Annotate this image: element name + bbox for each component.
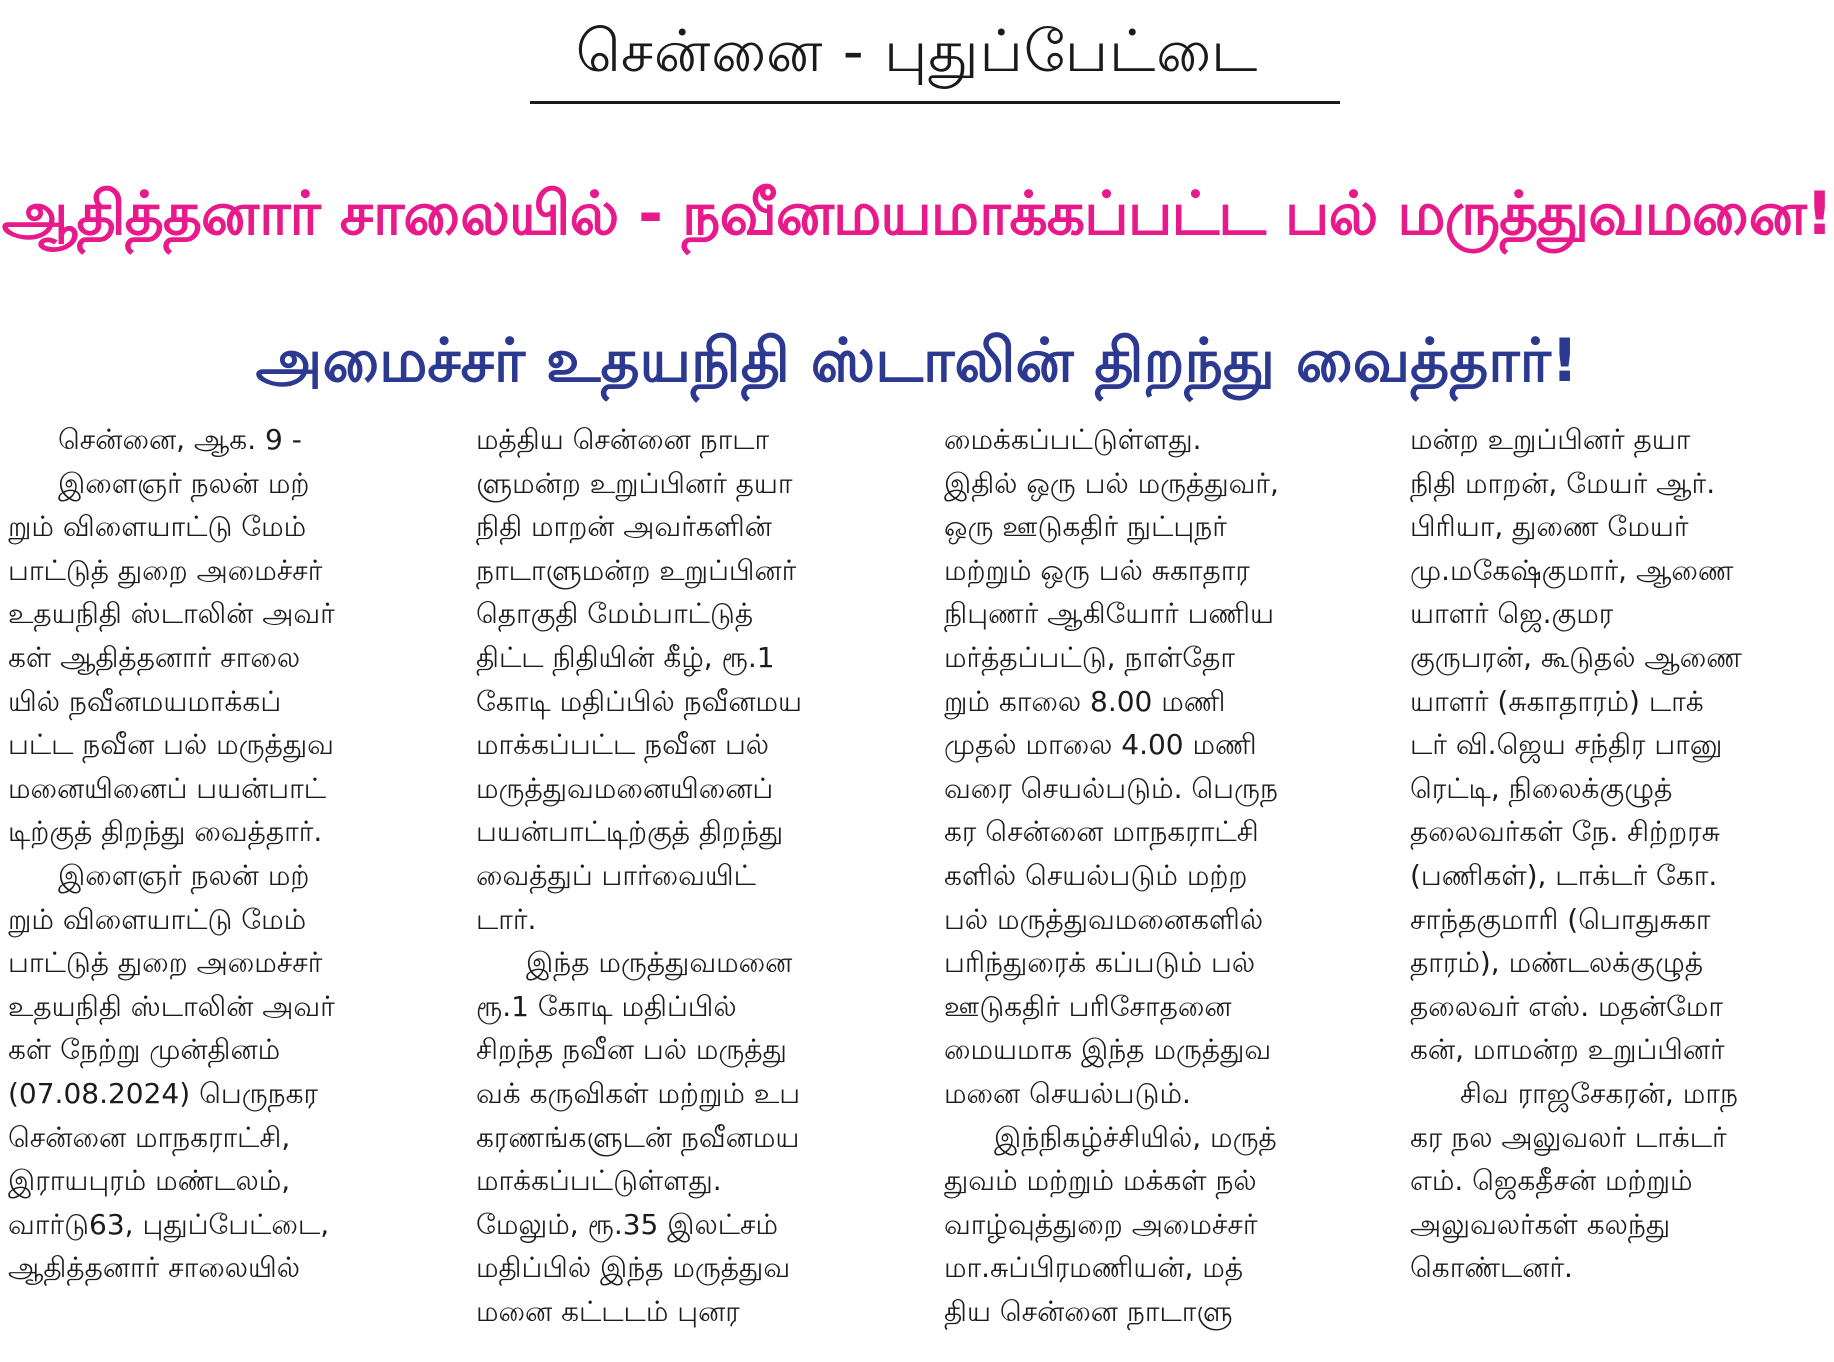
article-line: மைக்கப்பட்டுள்ளது.: [944, 423, 1202, 456]
article-line: அலுவலர்கள் கலந்து: [1410, 1207, 1671, 1241]
article-line: வார்டு63, புதுப்பேட்டை,: [8, 1207, 330, 1241]
article-line: உதயநிதி ஸ்டாலின் அவர்: [8, 989, 335, 1023]
article-column-4: [1410, 418, 1828, 1290]
article-line: யாளர் (சுகாதாரம்) டாக்: [1410, 684, 1704, 718]
article-line: பாட்டுத் துறை அமைச்சர்: [8, 553, 323, 587]
article-line: தலைவர்கள் நே. சிற்றரசு: [1410, 815, 1720, 849]
article-line: ரூ.1 கோடி மதிப்பில்: [476, 989, 737, 1023]
article-line: மு.மகேஷ்குமார், ஆணை: [1410, 553, 1734, 587]
article-line: குருபரன், கூடுதல் ஆணை: [1410, 640, 1742, 674]
kicker-underline: [530, 101, 1340, 104]
article-line: நிதி மாறன் அவர்களின்: [476, 510, 772, 544]
article-line: மேலும், ரூ.35 இலட்சம்: [476, 1207, 779, 1241]
article-column-1: [8, 418, 440, 1290]
article-line: டார்.: [476, 902, 537, 936]
article-line: மனை கட்டடம் புனர: [476, 1294, 740, 1328]
article-body: [8, 418, 1828, 1353]
article-line: கன், மாமன்ற உறுப்பினர்: [1410, 1033, 1725, 1067]
article-line: சென்னை மாநகராட்சி,: [8, 1120, 291, 1154]
article-line: ளுமன்ற உறுப்பினர் தயா: [476, 466, 793, 500]
article-line: சிறந்த நவீன பல் மருத்து: [476, 1033, 787, 1067]
article-line: மதிப்பில் இந்த மருத்துவ: [476, 1251, 791, 1285]
article-line: கள் ஆதித்தனார் சாலை: [8, 640, 301, 674]
article-line: கள் நேற்று முன்தினம்: [8, 1033, 281, 1067]
article-line: சாந்தகுமாரி (பொதுசுகா: [1410, 902, 1711, 936]
article-line: வைத்துப் பார்வையிட்: [476, 858, 756, 892]
article-line: இந்த மருத்துவமனை: [526, 946, 793, 980]
article-line: (07.08.2024) பெருநகர: [8, 1076, 318, 1110]
article-line: துவம் மற்றும் மக்கள் நல்: [944, 1164, 1257, 1198]
main-headline: ஆதித்தனார் சாலையில் - நவீனமயமாக்கப்பட்ட பல் மருத்துவமனை!: [1, 179, 1833, 249]
article-line: கரணங்களுடன் நவீனமய: [476, 1120, 800, 1154]
article-line: மாக்கப்பட்ட நவீன பல்: [476, 728, 770, 762]
article-line: யில் நவீனமயமாக்கப்: [8, 684, 282, 718]
article-line: ஒரு ஊடுகதிர் நுட்புநர்: [944, 510, 1227, 544]
article-line: சிவ ராஜசேகரன், மாந: [1460, 1076, 1738, 1110]
article-line: இளைஞர் நலன் மற்: [58, 466, 310, 500]
article-line: பல் மருத்துவமனைகளில்: [944, 902, 1264, 936]
article-line: இதில் ஒரு பல் மருத்துவர்,: [944, 466, 1279, 500]
article-line: தொகுதி மேம்பாட்டுத்: [476, 597, 754, 631]
article-line: ஊடுகதிர் பரிசோதனை: [944, 989, 1232, 1023]
article-line: இளைஞர் நலன் மற்: [58, 858, 310, 892]
article-line: எம். ஜெகதீசன் மற்றும்: [1410, 1164, 1693, 1198]
article-line: மா.சுப்பிரமணியன், மத்: [944, 1251, 1244, 1285]
article-line: சென்னை, ஆக. 9 -: [58, 423, 302, 456]
article-line: பரிந்துரைக் கப்படும் பல்: [944, 946, 1256, 980]
article-line: மனை செயல்படும்.: [944, 1076, 1191, 1110]
kicker-headline: சென்னை - புதுப்பேட்டை: [575, 17, 1259, 85]
article-line: கர நல அலுவலர் டாக்டர்: [1410, 1120, 1727, 1154]
article-line: றும் விளையாட்டு மேம்: [8, 902, 307, 936]
article-line: களில் செயல்படும் மற்ற: [944, 858, 1248, 892]
article-line: மருத்துவமனையினைப்: [476, 771, 774, 805]
article-line: நிபுணர் ஆகியோர் பணிய: [944, 597, 1275, 631]
article-line: பயன்பாட்டிற்குத் திறந்து: [476, 815, 784, 849]
article-line: மையமாக இந்த மருத்துவ: [944, 1033, 1272, 1067]
article-line: தலைவர் எஸ். மதன்மோ: [1410, 989, 1723, 1023]
article-line: தாரம்), மண்டலக்குழுத்: [1410, 946, 1704, 980]
article-line: வக் கருவிகள் மற்றும் உப: [476, 1076, 801, 1110]
article-line: மாக்கப்பட்டுள்ளது.: [476, 1164, 722, 1198]
article-line: இராயபுரம் மண்டலம்,: [8, 1164, 291, 1198]
article-line: வாழ்வுத்துறை அமைச்சர்: [944, 1207, 1258, 1241]
article-line: றும் காலை 8.00 மணி: [944, 684, 1226, 718]
article-line: நாடாளுமன்ற உறுப்பினர்: [476, 553, 797, 587]
article-line: உதயநிதி ஸ்டாலின் அவர்: [8, 597, 335, 631]
article-line: நிதி மாறன், மேயர் ஆர்.: [1410, 466, 1716, 500]
article-line: கோடி மதிப்பில் நவீனமய: [476, 684, 803, 718]
article-line: டர் வி.ஜெய சந்திர பானு: [1410, 728, 1723, 762]
article-line: திய சென்னை நாடாளு: [944, 1294, 1233, 1328]
article-line: மர்த்தப்பட்டு, நாள்தோ: [944, 640, 1235, 674]
article-line: மனையினைப் பயன்பாட்: [8, 771, 327, 805]
sub-headline: அமைச்சர் உதயநிதி ஸ்டாலின் திறந்து வைத்தார்!: [255, 326, 1579, 396]
article-line: மன்ற உறுப்பினர் தயா: [1410, 423, 1691, 456]
article-line: ரெட்டி, நிலைக்குழுத்: [1410, 771, 1673, 805]
article-line: மற்றும் ஒரு பல் சுகாதார: [944, 553, 1250, 587]
article-line: கொண்டனர்.: [1410, 1251, 1573, 1285]
article-line: திட்ட நிதியின் கீழ், ரூ.1: [476, 640, 775, 674]
article-line: ஆதித்தனார் சாலையில்: [8, 1251, 300, 1285]
article-line: டிற்குத் திறந்து வைத்தார்.: [8, 815, 323, 849]
article-line: பட்ட நவீன பல் மருத்துவ: [8, 728, 334, 762]
article-line: கர சென்னை மாநகராட்சி: [944, 815, 1259, 849]
article-line: யாளர் ஜெ.குமர: [1410, 597, 1614, 631]
article-line: மத்திய சென்னை நாடா: [476, 423, 770, 456]
article-line: (பணிகள்), டாக்டர் கோ.: [1410, 858, 1718, 892]
article-line: றும் விளையாட்டு மேம்: [8, 510, 307, 544]
article-line: பாட்டுத் துறை அமைச்சர்: [8, 946, 323, 980]
article-line: பிரியா, துணை மேயர்: [1410, 510, 1689, 544]
article-line: வரை செயல்படும். பெருந: [944, 771, 1278, 805]
article-line: இந்நிகழ்ச்சியில், மருத்: [994, 1120, 1277, 1154]
article-column-3: [944, 418, 1376, 1333]
article-line: முதல் மாலை 4.00 மணி: [944, 728, 1257, 762]
article-column-2: [476, 418, 908, 1333]
